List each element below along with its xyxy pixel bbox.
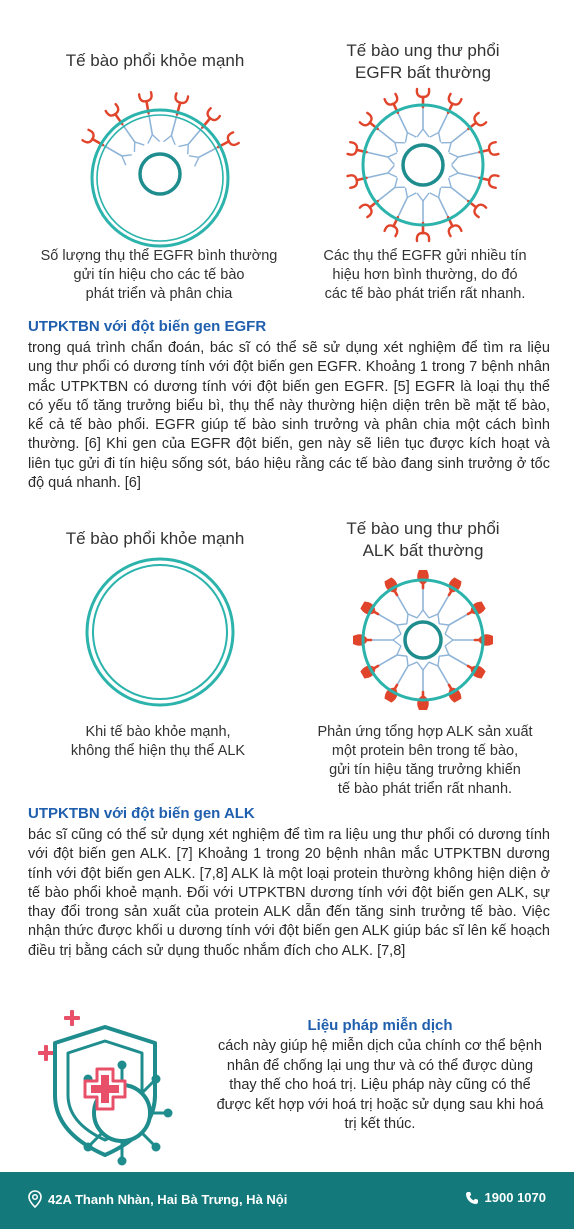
egfr-cancer-nucleus xyxy=(403,145,443,185)
receptor-icon xyxy=(348,142,397,164)
egfr-healthy-nucleus xyxy=(140,154,180,194)
egfr-section-body: trong quá trình chẩn đoán, bác sĩ có thể sẽ sử dụng xét nghiệm để tìm ra liệu ung thư phổi có dương tính với đột biến gen EGFR. Khoảng 1 trong 7 bệnh nhân mắc UTPKTBN có dương tính với đột biến gen EGFR. [5] EGFR là loại thụ thể có yếu tố tăng trưởng biểu bì, thụ thể này thường hiện diện trên bề mặt tế bào, kể cả tế bào phổi. EGFR giúp tế bào sinh trưởng và phân chia một cách bình thường. [6] Khi gen của EGFR đột biến, gen này sẽ liên tục được kích hoạt và liên tục gửi đi tín hiệu sống sót, báo hiệu rằng các tế bào đang sinh trưởng ở tốc độ quá nhanh. [6] xyxy=(28,340,550,492)
receptor-icon xyxy=(348,165,397,187)
alk-cancer-title: Tế bào ung thư phổi ALK bất thường xyxy=(346,519,500,560)
phone-icon xyxy=(465,1191,479,1205)
receptor-icon xyxy=(449,142,498,164)
immunotherapy-heading: Liệu pháp miễn dịch xyxy=(307,1017,453,1034)
receptor-icon xyxy=(417,570,429,618)
receptor-icon xyxy=(445,634,493,646)
receptor-icon xyxy=(106,104,145,152)
egfr-cancer-caption: Các thụ thể EGFR gửi nhiều tín hiệu hơn bình thường, do đó các tế bào phát triển rất nhanh. xyxy=(323,248,527,302)
location-pin-icon xyxy=(28,1190,42,1208)
receptor-icon xyxy=(430,188,462,236)
receptor-icon xyxy=(353,634,401,646)
egfr-section-heading: UTPKTBN với đột biến gen EGFR xyxy=(28,318,267,335)
alk-healthy-inner-membrane xyxy=(93,565,227,699)
footer-address[interactable]: 42A Thanh Nhàn, Hai Bà Trưng, Hà Nội xyxy=(28,1190,287,1208)
receptor-icon xyxy=(449,165,498,187)
receptor-icon xyxy=(417,89,429,137)
immunotherapy-body: cách này giúp hệ miễn dịch của chính cơ thể bệnh nhân để chống lại ung thư và có thể được dùng thay thế cho hoá trị. Liệu pháp này cũng có thể được kết hợp với hoá trị hoặc sử dụng sau khi hoá trị kết thúc. xyxy=(216,1038,544,1132)
receptor-icon xyxy=(417,662,429,710)
egfr-healthy-caption: Số lượng thụ thể EGFR bình thường gửi tín hiệu cho các tế bào phát triển và phân chia xyxy=(40,248,278,302)
receptor-icon xyxy=(417,193,429,241)
alk-healthy-caption: Khi tế bào khỏe mạnh, không thể hiện thụ thể ALK xyxy=(70,724,246,759)
alk-healthy-title: Tế bào phổi khỏe mạnh xyxy=(65,529,245,548)
alk-cancer-caption: Phản ứng tổng hợp ALK sản xuất một protein bên trong tế bào, gửi tín hiệu tăng trưởng khiến tế bào phát triển rất nhanh. xyxy=(317,724,533,797)
alk-healthy-cell-illustration xyxy=(75,557,245,707)
alk-section-heading: UTPKTBN với đột biến gen ALK xyxy=(28,805,255,822)
shield-virus-icon xyxy=(30,1005,205,1170)
alk-section-body: bác sĩ cũng có thể sử dụng xét nghiệm để tìm ra liệu ung thư phổi có dương tính với đột biến gen ALK. [7] Khoảng 1 trong 20 bệnh nhân mắc UTPKTBN dương tính với đột biến gen ALK. [7,8] ALK là một loại protein thường không hiện diện ở tế bào phổi khoẻ mạnh. Đối với UTPKTBN dương tính với đột biến gen ALK, sự thay đổi trong sản xuất của protein ALK dẫn đến tăng sinh trưởng tế bào. Việc nhận thức được khối u dương tính với đột biến gen ALK giúp bác sĩ lên kế hoạch điều trị bằng cách sử dụng thuốc nhắm đích cho ALK. [7,8] xyxy=(28,827,550,959)
alk-healthy-outer-membrane xyxy=(87,559,233,705)
alk-cancer-cell-illustration xyxy=(343,562,503,717)
receptor-icon xyxy=(385,188,417,236)
egfr-cancer-cell-illustration xyxy=(333,85,513,245)
footer-bar xyxy=(0,1172,574,1229)
egfr-cancer-title: Tế bào ung thư phổi EGFR bất thường xyxy=(346,41,500,82)
egfr-healthy-cell-illustration xyxy=(65,78,255,248)
footer-phone[interactable]: 1900 1070 xyxy=(465,1190,546,1205)
receptor-icon xyxy=(385,94,417,142)
alk-cancer-nucleus xyxy=(405,622,441,658)
egfr-healthy-title: Tế bào phổi khỏe mạnh xyxy=(65,51,245,70)
receptor-icon xyxy=(430,94,462,142)
